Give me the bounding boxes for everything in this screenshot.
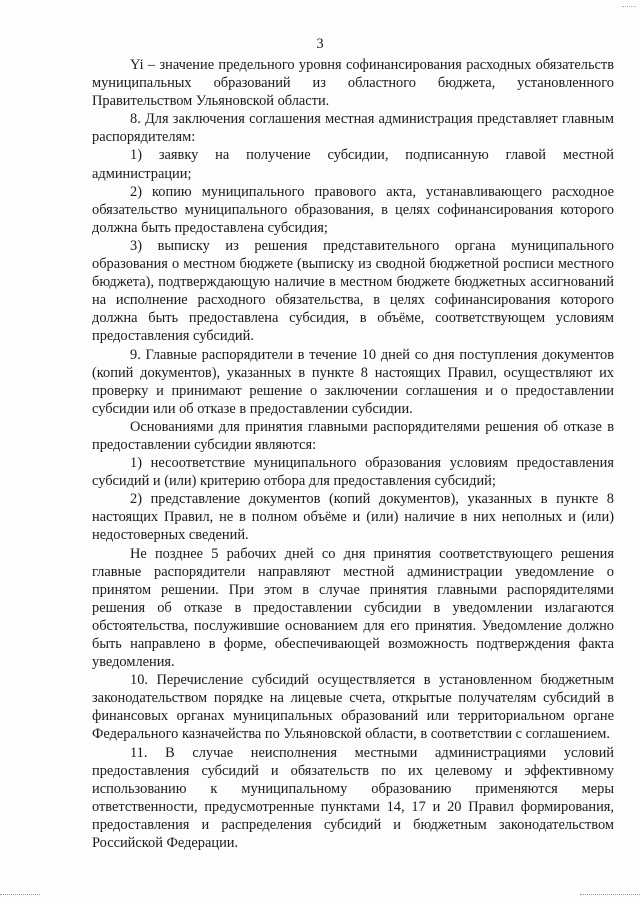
paragraph: 2) представление документов (копий документов), указанных в пункте 8 настоящих Правил, не в полном объёме и (или) наличие в них неполных и (или) недостоверных сведений. <box>92 491 614 544</box>
paragraph: 1) заявку на получение субсидии, подписанную главой местной администрации; <box>92 147 614 182</box>
paragraph: 9. Главные распорядители в течение 10 дней со дня поступления документов (копий документов), указанных в пункте 8 настоящих Правил, осуществляют их проверку и принимают решение о заключении соглашения и о предоставлении субсидии или об отказе в предоставлении субсидии. <box>92 346 614 417</box>
paragraph: 11. В случае неисполнения местными администрациями условий предоставления субсидий и обязательств по их целевому и эффективному использованию к муниципальному образованию применяются меры ответственности, предусмотренные пунктами 14, 17 и 20 Правил формирования, предоставления и распределения субсидий и бюджетным законодательством Российской Федерации. <box>92 744 614 852</box>
paragraph: Yi – значение предельного уровня софинансирования расходных обязательств муниципальных образований из областного бюджета, установленного Правительством Ульяновской области. <box>92 57 614 110</box>
paragraph: 1) несоответствие муниципального образования условиям предоставления субсидий и (или) критерию отбора для предоставления субсидий; <box>92 455 614 490</box>
paragraph: 8. Для заключения соглашения местная администрация представляет главным распорядителям: <box>92 111 614 146</box>
scan-artifact <box>580 894 640 897</box>
paragraph: 2) копию муниципального правового акта, устанавливающего расходное обязательство муниципального образования, в целях софинансирования которого должна быть предоставлена субсидия; <box>92 183 614 236</box>
scan-artifact <box>0 894 40 897</box>
page-number: 3 <box>316 36 324 52</box>
document-body <box>92 56 614 852</box>
paragraph: 3) выписку из решения представительного органа муниципального образования о местном бюджете (выписку из сводной бюджетной росписи местного бюджета), подтверждающую наличие в местном бюджете бюджетных ассигнований на исполнение расходного обязательства, в целях софинансирования которого должна быть предоставлена субсидия, в объёме, соответствующем условиям предоставления субсидий. <box>92 237 614 345</box>
paragraph: 10. Перечисление субсидий осуществляется в установленном бюджетным законодательством порядке на лицевые счета, открытые получателям субсидий в финансовых органах муниципальных образований или территориальном органе Федерального казначейства по Ульяновской области, в соответствии с соглашением. <box>92 672 614 743</box>
paragraph: Не позднее 5 рабочих дней со дня принятия соответствующего решения главные распорядители направляют местной администрации уведомление о принятом решении. При этом в случае принятия главными распорядителями решения об отказе в предоставлении субсидии в уведомлении излагаются обстоятельства, послужившие основанием для его принятия. Уведомление должно быть направлено в форме, обеспечивающей возможность подтверждения факта уведомления. <box>92 545 614 671</box>
scan-artifact <box>622 6 636 15</box>
paragraph: Основаниями для принятия главными распорядителями решения об отказе в предоставлении субсидии являются: <box>92 418 614 453</box>
